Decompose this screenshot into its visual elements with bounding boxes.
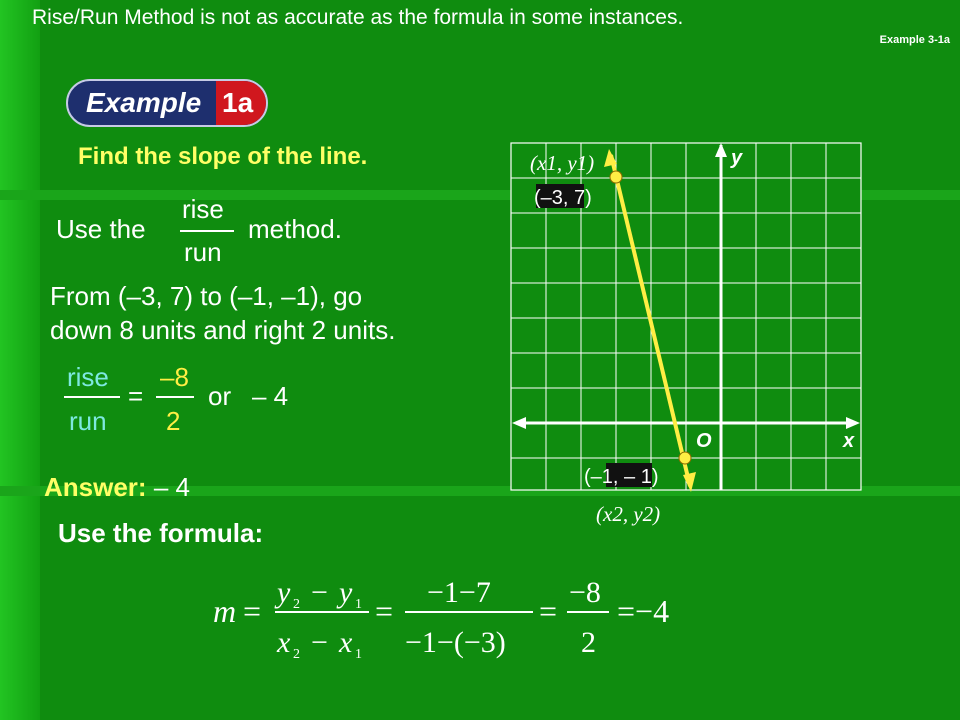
background-gradient-strip — [0, 0, 40, 720]
computation-equals: = — [128, 381, 144, 411]
computation-fraction-bar-1 — [64, 396, 120, 398]
slope-formula — [205, 568, 705, 668]
formula-eq-2: = — [375, 593, 394, 629]
formula-y2: y — [277, 576, 291, 609]
point-2-symbolic: (x2, y2) — [596, 502, 661, 526]
y-axis-label: y — [731, 147, 743, 169]
answer — [44, 472, 190, 503]
formula-x1-sub: 1 — [355, 647, 362, 662]
formula-den-3: 2 — [581, 626, 596, 659]
explanation-line-1: From (–3, 7) to (–1, –1), go — [50, 281, 363, 311]
formula-x2-sub: 2 — [293, 647, 300, 662]
method-fraction-bar — [180, 230, 234, 232]
explanation-line-2: down 8 units and right 2 units. — [50, 315, 396, 345]
formula-eq-3: = — [539, 593, 558, 629]
formula-x2: x — [277, 626, 291, 659]
formula-num-2: −1−7 — [427, 576, 491, 609]
computation-or: or — [208, 381, 232, 411]
formula-y1-sub: 1 — [355, 597, 362, 612]
slide-note: Rise/Run Method is not as accurate as the formula in some instances. — [32, 6, 684, 29]
formula-eq-1: = — [243, 593, 262, 629]
point-2-label: (–1, – 1) — [584, 466, 659, 488]
formula-y2-sub: 2 — [293, 597, 300, 612]
badge-number: 1a — [216, 81, 266, 127]
point-2 — [679, 452, 691, 464]
use-formula-heading: Use the formula: — [58, 518, 264, 548]
formula-minus-2: − — [311, 626, 328, 659]
computation-denominator: 2 — [166, 406, 181, 436]
x-axis-label: x — [843, 430, 855, 452]
computation-numerator: –8 — [160, 362, 189, 392]
formula-y1: y — [339, 576, 353, 609]
answer-value: – 4 — [153, 472, 190, 502]
formula-num-3: −8 — [569, 576, 601, 609]
formula-m: m — [213, 593, 237, 629]
answer-label: Answer: — [44, 472, 147, 502]
formula-minus-1: − — [311, 576, 328, 609]
point-1 — [610, 171, 622, 183]
coordinate-graph — [510, 141, 866, 541]
method-use-the: Use the — [56, 214, 146, 244]
computation-run: run — [69, 406, 107, 436]
computation-rise: rise — [67, 362, 109, 392]
origin-label: O — [696, 430, 712, 452]
formula-x1: x — [339, 626, 353, 659]
method-rise: rise — [182, 194, 224, 224]
method-run: run — [184, 237, 222, 267]
problem-prompt: Find the slope of the line. — [78, 143, 368, 170]
computation-result: – 4 — [252, 381, 289, 411]
computation-fraction-bar-2 — [156, 396, 194, 398]
point-1-label: (–3, 7) — [534, 187, 592, 209]
formula-result: =−4 — [617, 593, 670, 629]
badge-word: Example — [86, 87, 202, 118]
formula-den-2: −1−(−3) — [405, 626, 506, 659]
example-badge — [66, 79, 268, 127]
point-1-symbolic: (x1, y1) — [530, 151, 595, 175]
method-word: method. — [248, 214, 342, 244]
slide-tag: Example 3-1a — [879, 34, 950, 46]
